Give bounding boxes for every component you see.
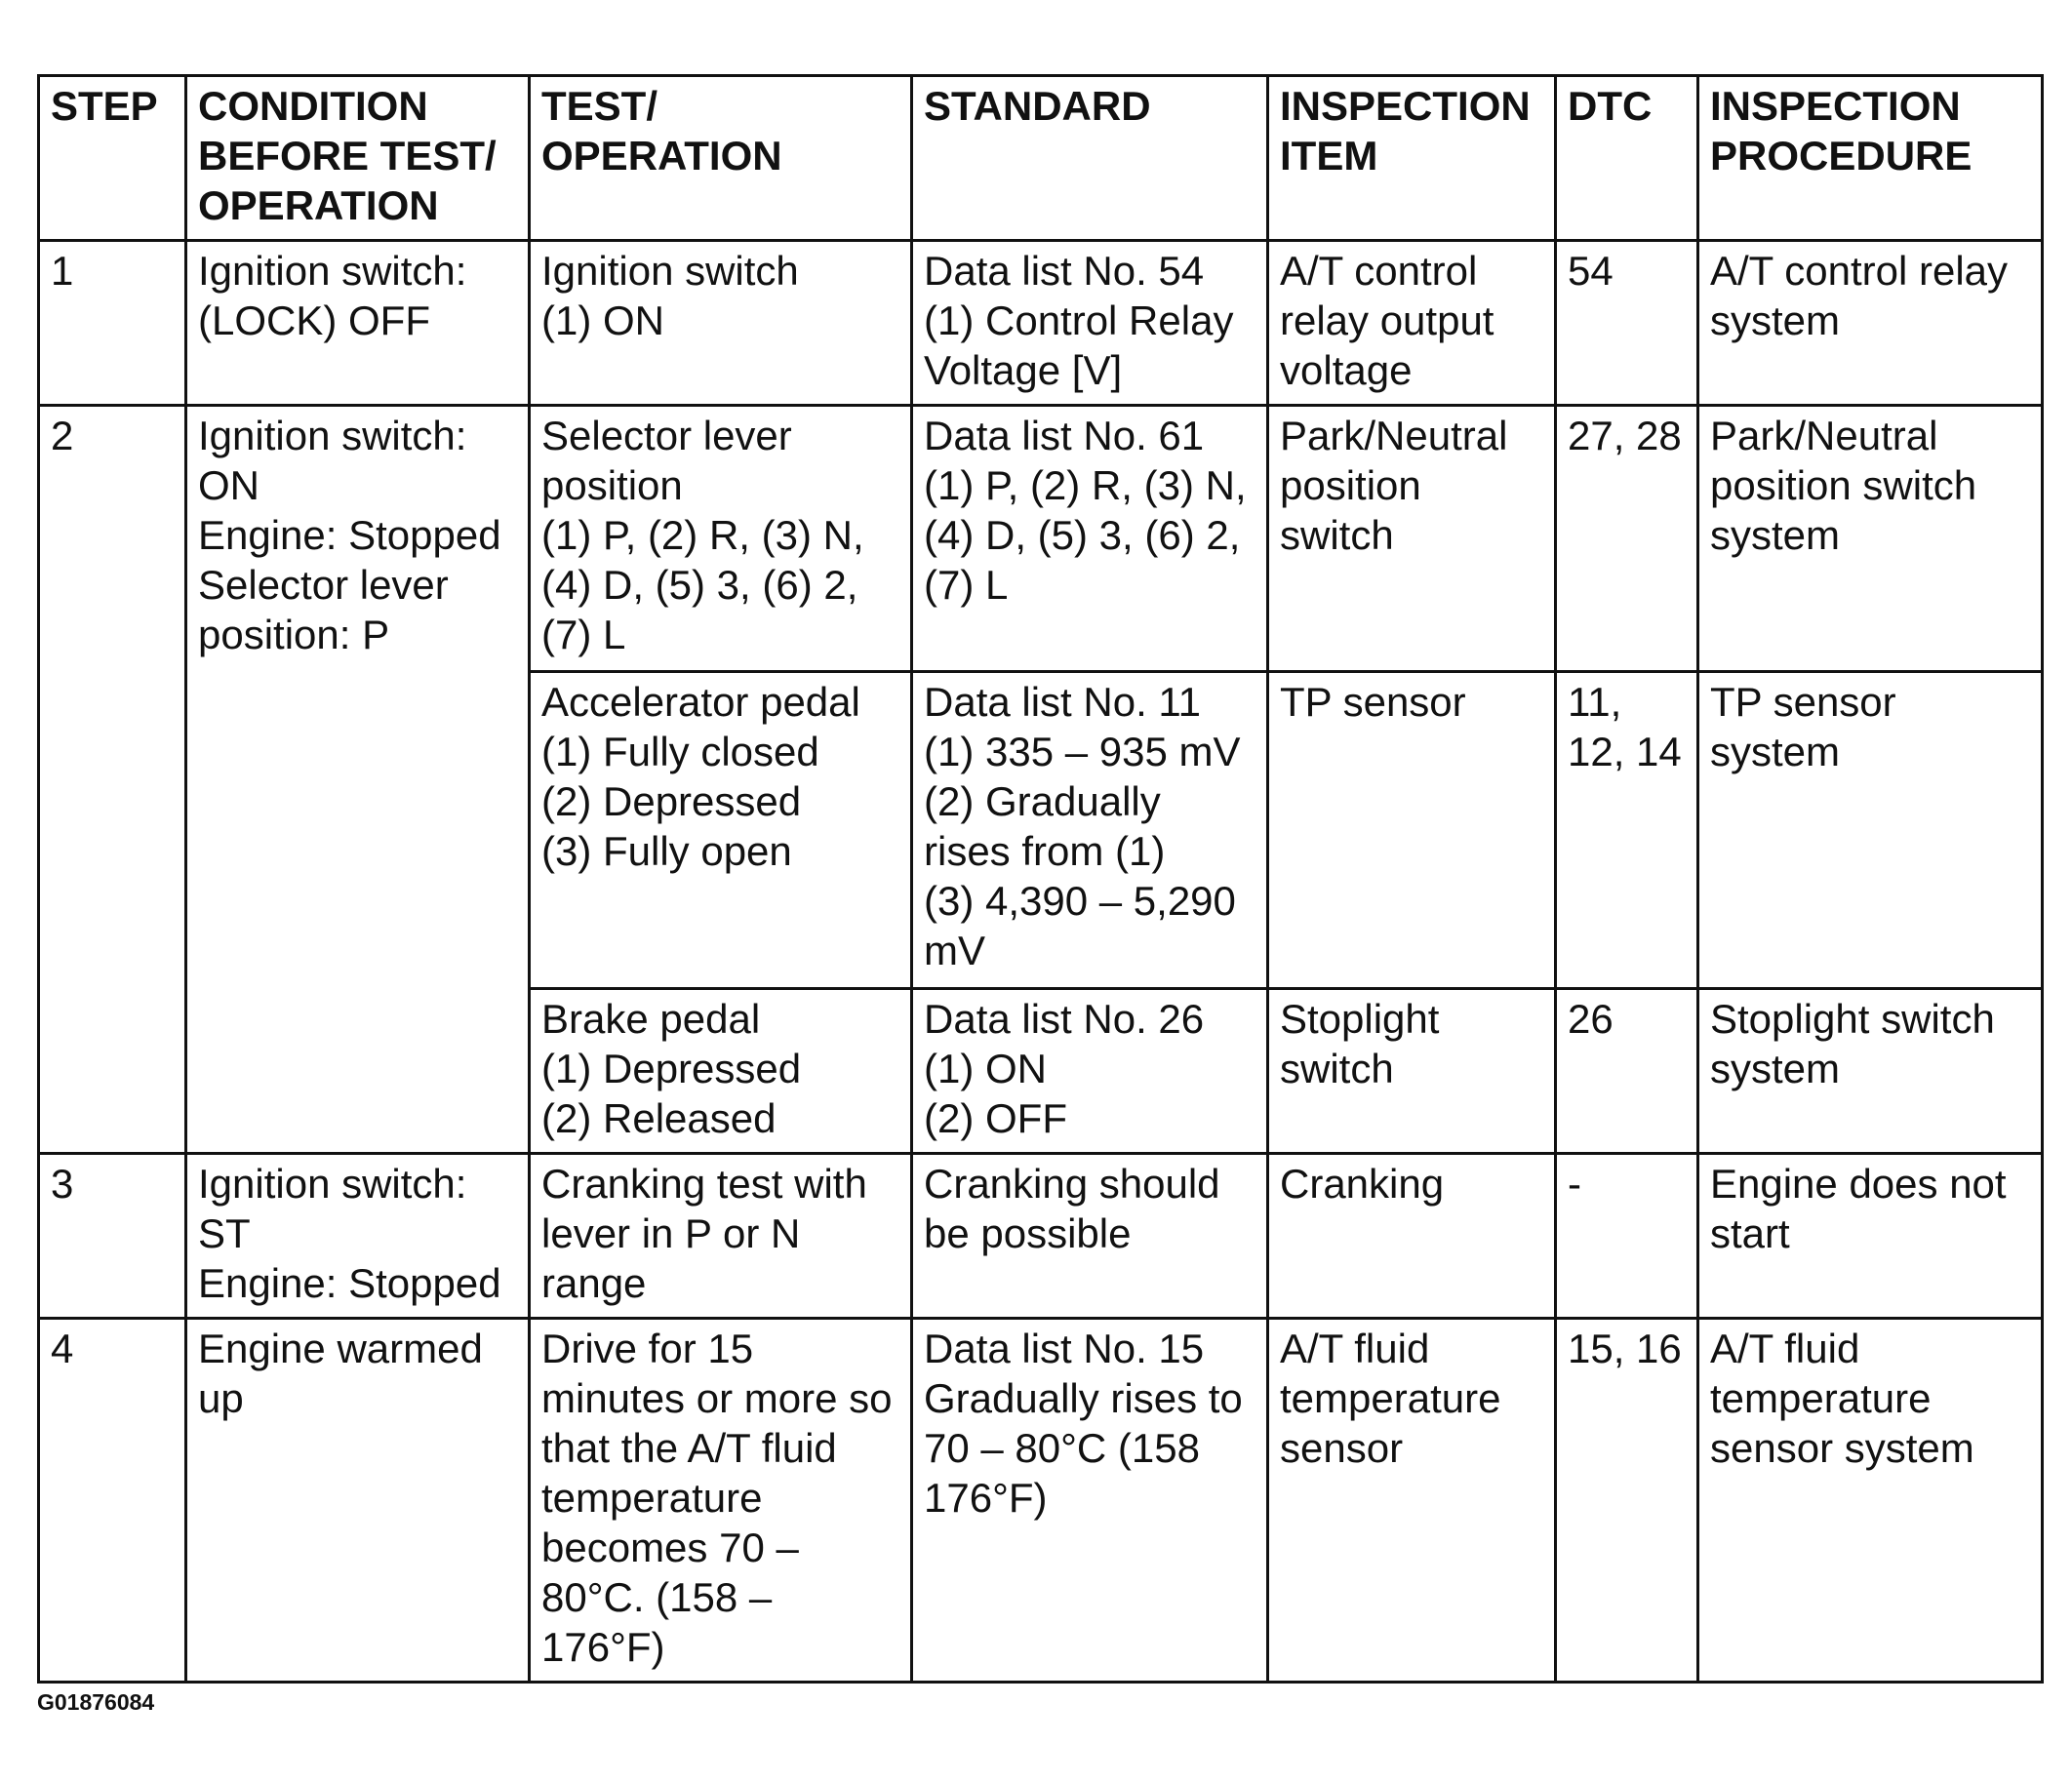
inspection-procedure-cell: Engine does not start <box>1698 1154 2043 1319</box>
header-step: STEP <box>39 76 186 241</box>
standard-cell: Cranking should be possible <box>912 1154 1268 1319</box>
header-inspection-procedure: INSPECTION PROCEDURE <box>1698 76 2043 241</box>
test-cell: Selector lever position (1) P, (2) R, (3) N, (4) D, (5) 3, (6) 2, (7) L <box>530 406 912 672</box>
standard-cell: Data list No. 11 (1) 335 – 935 mV (2) Gradually rises from (1) (3) 4,390 – 5,290 mV <box>912 672 1268 989</box>
inspection-procedure-cell: A/T control relay system <box>1698 241 2043 406</box>
dtc-cell: 27, 28 <box>1556 406 1698 672</box>
inspection-procedure-cell: Stoplight switch system <box>1698 989 2043 1154</box>
header-dtc: DTC <box>1556 76 1698 241</box>
dtc-cell: - <box>1556 1154 1698 1319</box>
dtc-cell: 11, 12, 14 <box>1556 672 1698 989</box>
dtc-cell: 26 <box>1556 989 1698 1154</box>
inspection-item-cell: Stoplight switch <box>1268 989 1556 1154</box>
table-row-step-2-selector <box>39 406 2043 672</box>
test-cell: Brake pedal (1) Depressed (2) Released <box>530 989 912 1154</box>
inspection-item-cell: A/T fluid temperature sensor <box>1268 1319 1556 1683</box>
step-cell: 2 <box>39 406 186 1154</box>
test-cell: Ignition switch (1) ON <box>530 241 912 406</box>
header-standard: STANDARD <box>912 76 1268 241</box>
header-condition: CONDITION BEFORE TEST/ OPERATION <box>186 76 530 241</box>
inspection-item-cell: Park/Neutral position switch <box>1268 406 1556 672</box>
header-row <box>39 76 2043 241</box>
condition-cell: Ignition switch: ST Engine: Stopped <box>186 1154 530 1319</box>
standard-cell: Data list No. 15 Gradually rises to 70 – 80°C (158 176°F) <box>912 1319 1268 1683</box>
step-cell: 3 <box>39 1154 186 1319</box>
standard-cell: Data list No. 61 (1) P, (2) R, (3) N, (4) D, (5) 3, (6) 2, (7) L <box>912 406 1268 672</box>
condition-cell: Engine warmed up <box>186 1319 530 1683</box>
condition-cell: Ignition switch: ON Engine: Stopped Selector lever position: P <box>186 406 530 1154</box>
inspection-procedure-cell: A/T fluid temperature sensor system <box>1698 1319 2043 1683</box>
inspection-item-cell: TP sensor <box>1268 672 1556 989</box>
test-cell: Drive for 15 minutes or more so that the A/T fluid temperature becomes 70 – 80°C. (158 – 176°F) <box>530 1319 912 1683</box>
header-test-operation: TEST/ OPERATION <box>530 76 912 241</box>
table-row-step-3 <box>39 1154 2043 1319</box>
test-cell: Accelerator pedal (1) Fully closed (2) Depressed (3) Fully open <box>530 672 912 989</box>
condition-cell: Ignition switch: (LOCK) OFF <box>186 241 530 406</box>
standard-cell: Data list No. 54 (1) Control Relay Voltage [V] <box>912 241 1268 406</box>
table-row-step-4 <box>39 1319 2043 1683</box>
dtc-cell: 15, 16 <box>1556 1319 1698 1683</box>
test-cell: Cranking test with lever in P or N range <box>530 1154 912 1319</box>
inspection-table <box>37 74 2044 1684</box>
inspection-item-cell: Cranking <box>1268 1154 1556 1319</box>
inspection-procedure-cell: Park/Neutral position switch system <box>1698 406 2043 672</box>
standard-cell: Data list No. 26 (1) ON (2) OFF <box>912 989 1268 1154</box>
inspection-procedure-cell: TP sensor system <box>1698 672 2043 989</box>
step-cell: 4 <box>39 1319 186 1683</box>
header-inspection-item: INSPECTION ITEM <box>1268 76 1556 241</box>
figure-id-label: G01876084 <box>37 1689 155 1715</box>
dtc-cell: 54 <box>1556 241 1698 406</box>
table-row-step-1 <box>39 241 2043 406</box>
step-cell: 1 <box>39 241 186 406</box>
inspection-item-cell: A/T control relay output voltage <box>1268 241 1556 406</box>
